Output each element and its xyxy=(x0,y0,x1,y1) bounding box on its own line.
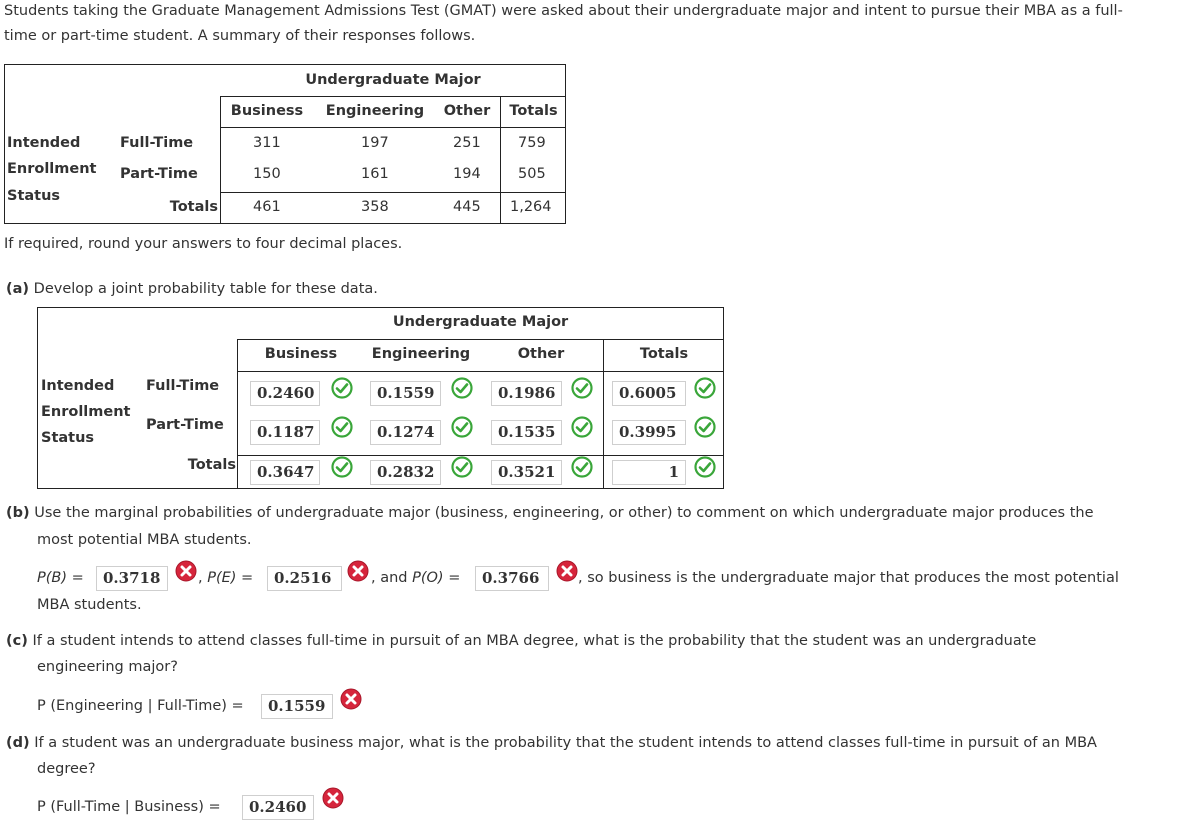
summary-col-other: Other xyxy=(443,103,491,119)
and-text: , and xyxy=(371,570,408,586)
check-circle-icon xyxy=(694,416,716,438)
summary-cell: 505 xyxy=(518,166,546,182)
po-label: P(O) xyxy=(412,570,444,586)
joint-row-group-label-2: Enrollment xyxy=(41,404,131,420)
pb-label: P(B) xyxy=(37,570,68,586)
summary-cell: 194 xyxy=(453,166,481,182)
summary-cell: 445 xyxy=(453,199,481,215)
part-d-prompt-line-2: degree? xyxy=(37,761,96,777)
part-c-label: (c) xyxy=(6,633,28,649)
summary-cell: 161 xyxy=(361,166,389,182)
summary-row-group-label-2: Enrollment xyxy=(7,161,97,177)
po-label-group: , and P(O) = xyxy=(371,570,461,586)
answer-input-fulltime-engineering[interactable]: 0.1559 xyxy=(370,381,441,406)
check-circle-icon xyxy=(331,456,353,478)
joint-row-label-parttime: Part-Time xyxy=(146,417,224,433)
summary-row-label-totals: Totals xyxy=(169,199,218,215)
part-c-text: If a student intends to attend classes full-time in pursuit of an MBA degree, what is the probability that the student was an undergraduate xyxy=(32,633,1037,649)
pe-label: P(E) xyxy=(207,570,237,586)
summary-cell: 1,264 xyxy=(510,199,552,215)
part-a-text: Develop a joint probability table for these data. xyxy=(33,281,378,297)
answer-input-totals-engineering[interactable]: 0.2832 xyxy=(370,460,441,485)
pe-label-group: , P(E) = xyxy=(198,570,254,586)
check-circle-icon xyxy=(571,416,593,438)
pb-input[interactable]: 0.3718 xyxy=(96,566,168,591)
po-input[interactable]: 0.3766 xyxy=(475,566,549,591)
summary-row-label-fulltime: Full-Time xyxy=(120,135,194,151)
x-circle-icon xyxy=(347,560,369,582)
answer-input-parttime-totals[interactable]: 0.3995 xyxy=(612,420,686,445)
check-circle-icon xyxy=(451,456,473,478)
joint-col-business: Business xyxy=(264,346,338,362)
summary-row-group-label-3: Status xyxy=(7,188,61,204)
joint-col-other: Other xyxy=(517,346,565,362)
summary-col-totals: Totals xyxy=(509,103,558,119)
part-d-label: (d) xyxy=(6,735,30,751)
answer-input-parttime-engineering[interactable]: 0.1274 xyxy=(370,420,441,445)
answer-input-totals-business[interactable]: 0.3647 xyxy=(250,460,320,485)
check-circle-icon xyxy=(571,456,593,478)
check-circle-icon xyxy=(451,377,473,399)
part-b-prompt-line-2: most potential MBA students. xyxy=(37,532,252,548)
pe-input[interactable]: 0.2516 xyxy=(267,566,342,591)
part-d-prompt-line-1 xyxy=(6,735,1097,751)
part-b-conclusion-2: MBA students. xyxy=(37,597,142,613)
summary-cell: 461 xyxy=(253,199,281,215)
part-b-prompt-line-1 xyxy=(6,505,1094,521)
intro-line-2: time or part-time student. A summary of their responses follows. xyxy=(4,28,476,44)
part-b-text: Use the marginal probabilities of undergraduate major (business, engineering, or other) to comment on which undergraduate major produces the xyxy=(34,505,1094,521)
check-circle-icon xyxy=(571,377,593,399)
part-c-prob-label: P (Engineering | Full-Time) = xyxy=(37,698,244,714)
summary-group-header: Undergraduate Major xyxy=(305,72,481,88)
answer-input-fulltime-totals[interactable]: 0.6005 xyxy=(612,381,686,406)
joint-group-header: Undergraduate Major xyxy=(392,314,569,330)
summary-row-group-label-1: Intended xyxy=(7,135,81,151)
part-a-label: (a) xyxy=(6,281,30,297)
part-c-prompt-line-2: engineering major? xyxy=(37,659,178,675)
check-circle-icon xyxy=(451,416,473,438)
summary-cell: 759 xyxy=(518,135,546,151)
part-d-text: If a student was an undergraduate business major, what is the probability that the student intends to attend classes full-time in pursuit of an MBA xyxy=(34,735,1097,751)
intro-line-1: Students taking the Graduate Management Admissions Test (GMAT) were asked about their undergraduate major and intent to pursue their MBA as a full- xyxy=(4,3,1123,19)
summary-col-business: Business xyxy=(230,103,304,119)
summary-cell: 251 xyxy=(453,135,481,151)
answer-input-parttime-other[interactable]: 0.1535 xyxy=(491,420,562,445)
check-circle-icon xyxy=(694,377,716,399)
check-circle-icon xyxy=(331,416,353,438)
joint-row-label-totals: Totals xyxy=(187,457,236,473)
part-a-prompt xyxy=(6,281,378,297)
summary-row-label-parttime: Part-Time xyxy=(120,166,198,182)
x-circle-icon xyxy=(340,688,362,710)
part-b-conclusion: , so business is the undergraduate major that produces the most potential xyxy=(578,570,1119,586)
joint-col-totals: Totals xyxy=(639,346,689,362)
summary-cell: 358 xyxy=(361,199,389,215)
joint-row-group-label-1: Intended xyxy=(41,378,115,394)
x-circle-icon xyxy=(175,560,197,582)
answer-input-grand-total[interactable]: 1 xyxy=(612,460,686,485)
summary-cell: 150 xyxy=(253,166,281,182)
pb-label-group: P(B) = xyxy=(37,570,84,586)
joint-col-engineering: Engineering xyxy=(371,346,471,362)
part-d-prob-label: P (Full-Time | Business) = xyxy=(37,799,221,815)
check-circle-icon xyxy=(331,377,353,399)
x-circle-icon xyxy=(322,787,344,809)
summary-col-engineering: Engineering xyxy=(325,103,425,119)
part-d-input[interactable]: 0.2460 xyxy=(242,795,314,820)
answer-input-parttime-business[interactable]: 0.1187 xyxy=(250,420,320,445)
check-circle-icon xyxy=(694,456,716,478)
part-b-label: (b) xyxy=(6,505,30,521)
summary-cell: 197 xyxy=(361,135,389,151)
joint-row-label-fulltime: Full-Time xyxy=(146,378,220,394)
part-c-input[interactable]: 0.1559 xyxy=(261,694,333,719)
answer-input-fulltime-other[interactable]: 0.1986 xyxy=(491,381,562,406)
part-c-prompt-line-1 xyxy=(6,633,1036,649)
answer-input-totals-other[interactable]: 0.3521 xyxy=(491,460,562,485)
round-note: If required, round your answers to four decimal places. xyxy=(4,236,403,252)
x-circle-icon xyxy=(556,560,578,582)
answer-input-fulltime-business[interactable]: 0.2460 xyxy=(250,381,320,406)
summary-cell: 311 xyxy=(253,135,281,151)
joint-row-group-label-3: Status xyxy=(41,430,95,446)
